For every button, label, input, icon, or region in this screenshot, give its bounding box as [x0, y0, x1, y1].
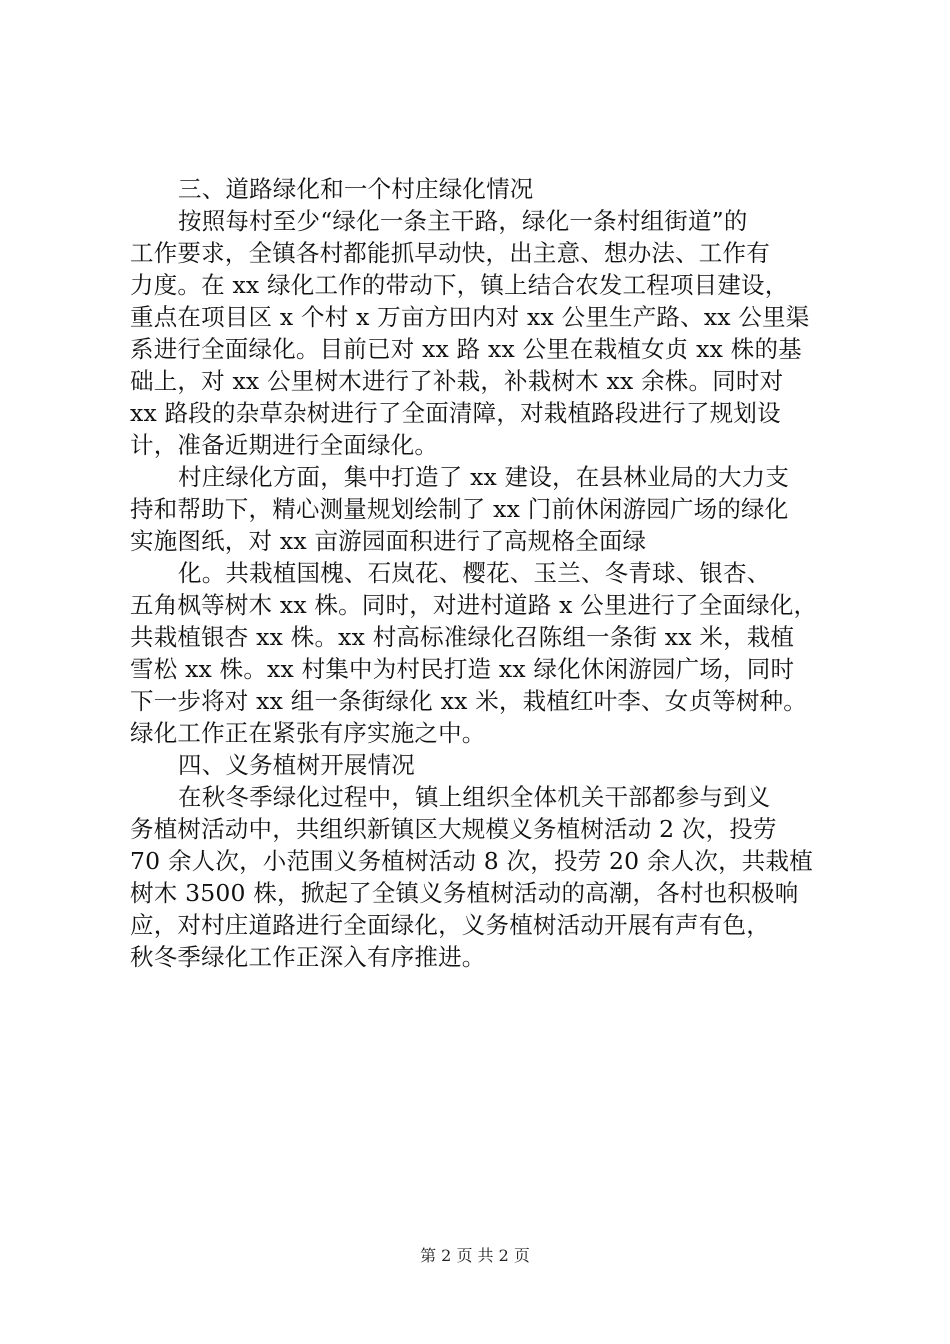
- paragraph-line: 雪松 xx 株。xx 村集中为村民打造 xx 绿化休闲游园广场，同时: [130, 655, 795, 683]
- paragraph-line: 础上，对 xx 公里树木进行了补栽，补栽树木 xx 余株。同时对: [130, 367, 784, 395]
- paragraph-line: 在秋冬季绿化过程中，镇上组织全体机关干部都参与到义: [178, 783, 771, 811]
- paragraph-line: 计，准备近期进行全面绿化。: [130, 431, 439, 459]
- paragraph-line: 重点在项目区 x 个村 x 万亩方田内对 xx 公里生产路、xx 公里渠: [130, 303, 810, 331]
- section-heading-road-greening: 三、道路绿化和一个村庄绿化情况: [178, 175, 534, 203]
- section-heading-tree-planting: 四、义务植树开展情况: [178, 751, 415, 779]
- paragraph-line: 共栽植银杏 xx 株。xx 村高标准绿化召陈组一条街 xx 米，栽植: [130, 623, 795, 651]
- paragraph-line: 按照每村至少“绿化一条主干路，绿化一条村组街道”的: [178, 207, 748, 235]
- page-footer: 第 2 页 共 2 页: [420, 1246, 530, 1265]
- paragraph-line: 实施图纸，对 xx 亩游园面积进行了高规格全面绿: [130, 527, 647, 555]
- paragraph-line: 村庄绿化方面，集中打造了 xx 建设，在县林业局的大力支: [178, 463, 790, 491]
- paragraph-line: 绿化工作正在紧张有序实施之中。: [130, 719, 486, 747]
- paragraph-line: 化。共栽植国槐、石岚花、樱花、玉兰、冬青球、银杏、: [178, 559, 771, 587]
- paragraph-line: 下一步将对 xx 组一条街绿化 xx 米，栽植红叶李、女贞等树种。: [130, 687, 807, 715]
- paragraph-line: 应，对村庄道路进行全面绿化，义务植树活动开展有声有色，: [130, 911, 770, 939]
- paragraph-line: 70 余人次，小范围义务植树活动 8 次，投劳 20 余人次，共栽植: [130, 847, 813, 875]
- paragraph-line: 秋冬季绿化工作正深入有序推进。: [130, 943, 486, 971]
- paragraph-line: 持和帮助下，精心测量规划绘制了 xx 门前休闲游园广场的绿化: [130, 495, 789, 523]
- paragraph-line: 树木 3500 株，掀起了全镇义务植树活动的高潮，各村也积极响: [130, 879, 799, 907]
- paragraph-line: 工作要求，全镇各村都能抓早动快，出主意、想办法、工作有: [130, 239, 770, 267]
- paragraph-line: 系进行全面绿化。目前已对 xx 路 xx 公里在栽植女贞 xx 株的基: [130, 335, 802, 363]
- paragraph-line: 五角枫等树木 xx 株。同时，对进村道路 x 公里进行了全面绿化，: [130, 591, 818, 619]
- paragraph-line: 力度。在 xx 绿化工作的带动下，镇上结合农发工程项目建设，: [130, 271, 789, 299]
- document-body: [130, 173, 830, 973]
- paragraph-line: 务植树活动中，共组织新镇区大规模义务植树活动 2 次，投劳: [130, 815, 777, 843]
- paragraph-line: xx 路段的杂草杂树进行了全面清障，对栽植路段进行了规划设: [130, 399, 781, 427]
